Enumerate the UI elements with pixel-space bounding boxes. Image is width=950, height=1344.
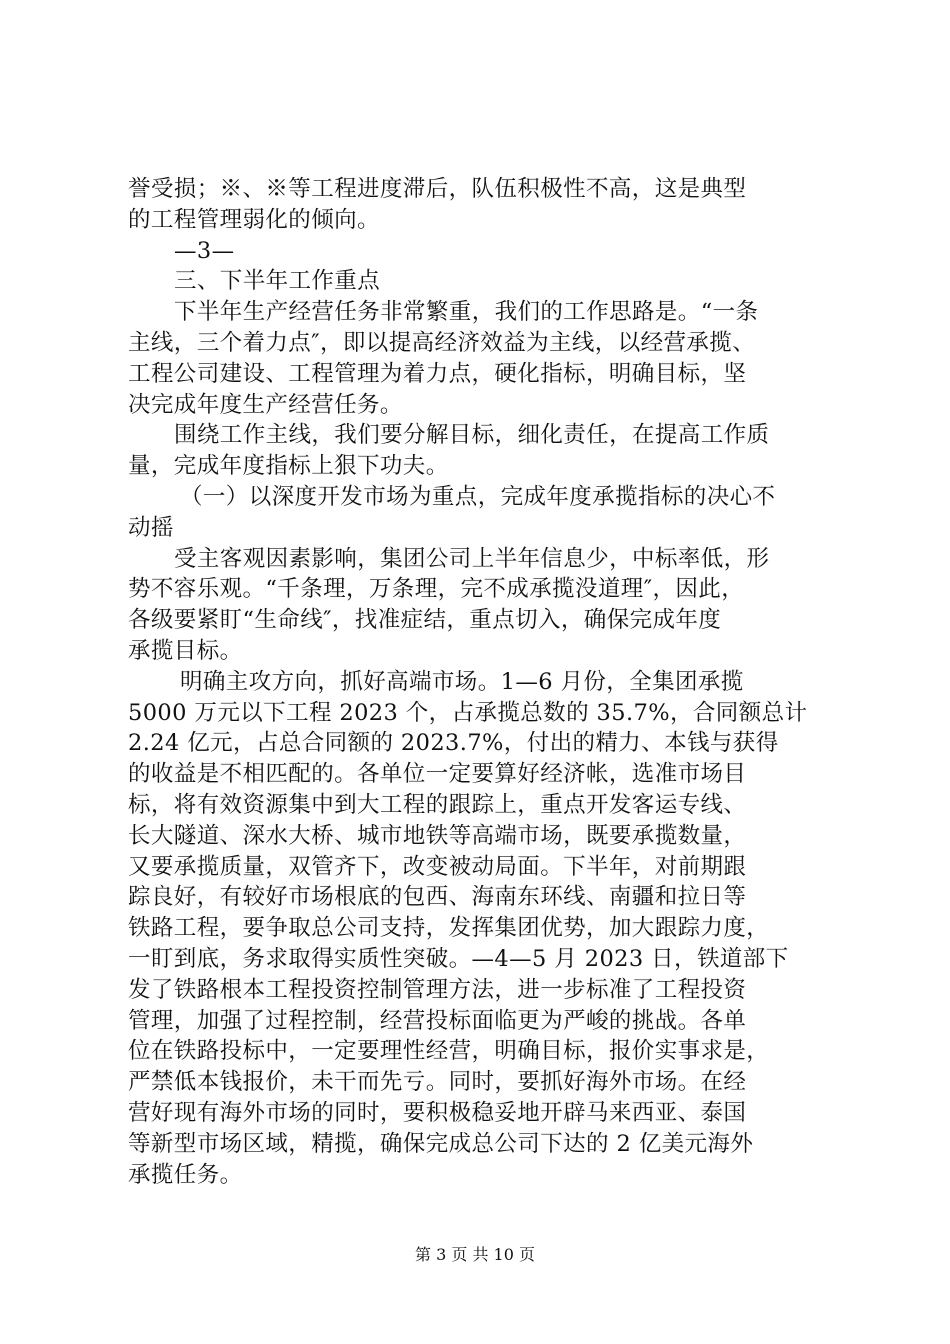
text-line: 动摇 <box>128 514 174 541</box>
subsection-heading: （一）以深度开发市场为重点，完成年度承揽指标的决心不 <box>180 483 776 510</box>
text-line: 标，将有效资源集中到大工程的跟踪上，重点开发客运专线、 <box>128 791 747 818</box>
text-line: 位在铁路投标中，一定要理性经营，明确目标，报价实事求是， <box>128 1038 770 1065</box>
text-line: 一盯到底，务求取得实质性突破。—4—5 月 2023 日，铁道部下 <box>128 945 789 972</box>
text-line: 2.24 亿元，占总合同额的 2023.7%，付出的精力、本钱与获得 <box>128 730 779 757</box>
text-line: 发了铁路根本工程投资控制管理方法，进一步标准了工程投资 <box>128 976 747 1003</box>
text-line: 营好现有海外市场的同时，要积极稳妥地开辟马来西亚、泰国 <box>128 1099 747 1126</box>
text-line: 长大隧道、深水大桥、城市地铁等高端市场，既要承揽数量， <box>128 822 747 849</box>
text-line: 决完成年度生产经营任务。 <box>128 391 403 418</box>
section-heading: 三、下半年工作重点 <box>174 268 381 295</box>
text-line: 的收益是不相匹配的。各单位一定要算好经济帐，选准市场目 <box>128 761 747 788</box>
paragraph-start: 明确主攻方向，抓好高端市场。1—6 月份，全集团承揽 <box>180 668 744 695</box>
paragraph-start: 下半年生产经营任务非常繁重，我们的工作思路是。“一条 <box>174 299 759 326</box>
text-line: 承揽任务。 <box>128 1161 243 1188</box>
text-line: 5000 万元以下工程 2023 个，占承揽总数的 35.7%，合同额总计 <box>128 699 808 726</box>
page-marker: —3— <box>174 237 235 264</box>
text-line: 管理，加强了过程控制，经营投标面临更为严峻的挑战。各单 <box>128 1007 747 1034</box>
text-line: 主线，三个着力点″，即以提高经济效益为主线，以经营承揽、 <box>128 329 756 356</box>
text-line: 量，完成年度指标上狠下功夫。 <box>128 453 449 480</box>
paragraph-start: 围绕工作主线，我们要分解目标，细化责任，在提高工作质 <box>174 422 770 449</box>
text-line: 的工程管理弱化的倾向。 <box>128 206 380 233</box>
paragraph-start: 受主客观因素影响，集团公司上半年信息少，中标率低，形 <box>174 545 770 572</box>
text-line: 等新型市场区域，精揽，确保完成总公司下达的 2 亿美元海外 <box>128 1130 754 1157</box>
body-text <box>128 174 828 1190</box>
text-line: 又要承揽质量，双管齐下，改变被动局面。下半年，对前期跟 <box>128 853 747 880</box>
text-line: 各级要紧盯“生命线″，找准症结，重点切入，确保完成年度 <box>128 607 722 634</box>
text-line: 承揽目标。 <box>128 637 243 664</box>
text-line: 工程公司建设、工程管理为着力点，硬化指标，明确目标，坚 <box>128 360 747 387</box>
page-number-footer: 第 3 页 共 10 页 <box>415 1245 535 1264</box>
text-line: 势不容乐观。“千条理，万条理，完不成承揽没道理″，因此， <box>128 576 745 603</box>
text-line: 严禁低本钱报价，未干而先亏。同时，要抓好海外市场。在经 <box>128 1069 747 1096</box>
text-line: 誉受损；※、※等工程进度滞后，队伍积极性不高，这是典型 <box>128 176 747 202</box>
text-line: 踪良好，有较好市场根底的包西、海南东环线、南疆和拉日等 <box>128 884 747 911</box>
text-line: 铁路工程，要争取总公司支持，发挥集团优势，加大跟踪力度， <box>128 915 770 942</box>
